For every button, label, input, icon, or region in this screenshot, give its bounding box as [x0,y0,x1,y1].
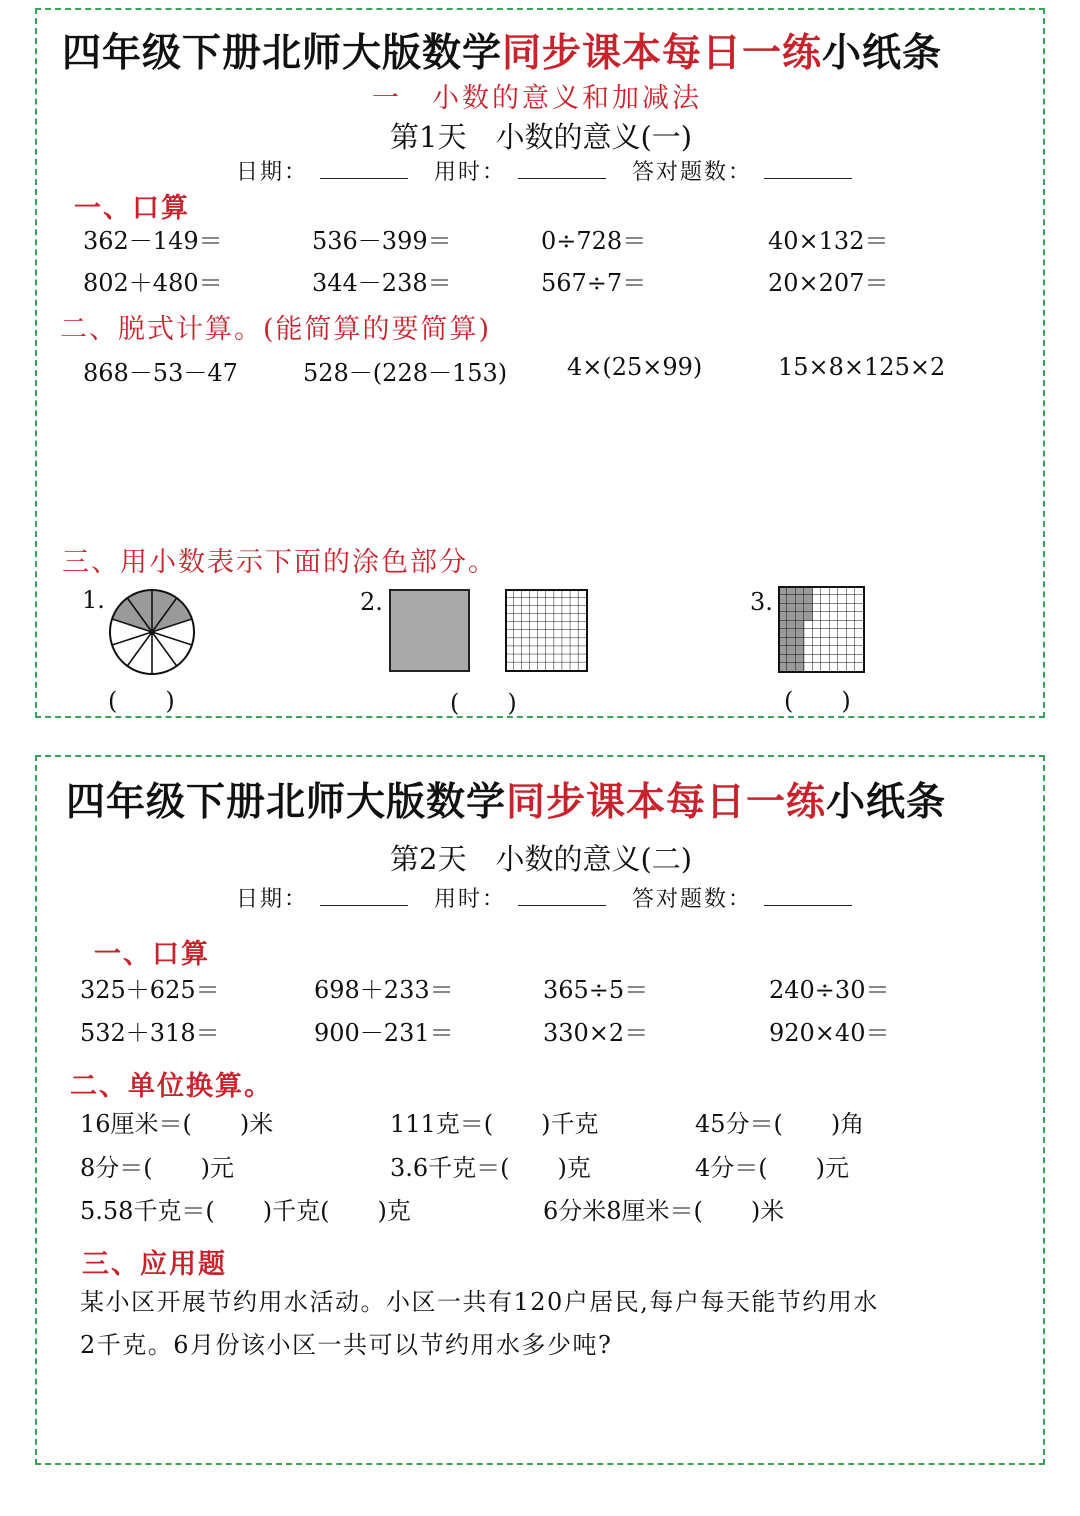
figure-number: 1. [82,586,105,614]
oral-item: 362－149＝ [83,227,223,255]
oral-item: 20×207＝ [768,269,889,297]
problem-text-line: 某小区开展节约用水活动。小区一共有120户居民,每户每天能节约用水 [80,1288,879,1316]
conversion-item: 16厘米＝( )米 [80,1110,274,1138]
date-label: 日期： [236,160,309,185]
oral-item: 40×132＝ [768,227,889,255]
time-blank[interactable] [518,883,606,906]
calc-item: 4×(25×99) [567,353,703,381]
conversion-item: 4分＝( )元 [695,1154,849,1182]
partial-grid [778,586,865,673]
section-conversion: 二、单位换算。 [70,1071,273,1102]
conversion-item: 6分米8厘米＝( )米 [543,1197,785,1225]
answer-paren[interactable]: ( ) [784,687,851,715]
date-blank[interactable] [320,883,408,906]
oral-item: 240÷30＝ [769,976,890,1004]
conversion-item: 45分＝( )角 [695,1110,865,1138]
hundred-grid [505,589,588,672]
circle-figure [108,588,196,676]
title-part: 小纸条 [822,31,943,76]
section-word-problem: 三、应用题 [82,1249,227,1280]
title-part: 小纸条 [826,780,947,825]
oral-item: 330×2＝ [543,1019,649,1047]
section-calc: 二、脱式计算。(能简算的要简算) [60,314,492,345]
meta-row [236,155,878,186]
conversion-item: 8分＝( )元 [80,1154,234,1182]
conversion-item: 5.58千克＝( )千克( )克 [80,1197,411,1225]
unit-heading: 一 小数的意义和加减法 [372,83,702,114]
time-label: 用时： [434,887,507,912]
date-label: 日期： [236,887,309,912]
title-part: 四年级下册北师大版数学 [62,31,503,76]
title-part: 四年级下册北师大版数学 [66,780,507,825]
calc-item: 528－(228－153) [303,359,508,387]
oral-item: 920×40＝ [769,1019,890,1047]
correct-label: 答对题数： [632,887,753,912]
oral-item: 344－238＝ [312,269,452,297]
day-heading: 第2天 小数的意义(二) [390,842,693,876]
sheet2-title [66,771,946,827]
answer-paren[interactable]: ( ) [450,689,517,717]
time-label: 用时： [434,160,507,185]
title-highlight: 同步课本每日一练 [502,31,823,76]
oral-item: 698＋233＝ [314,976,454,1004]
shaded-square [389,589,470,672]
problem-text-line: 2千克。6月份该小区一共可以节约用水多少吨? [80,1331,613,1359]
conversion-item: 3.6千克＝( )克 [390,1154,591,1182]
meta-row [236,882,878,913]
section-shaded: 三、用小数表示下面的涂色部分。 [62,547,497,578]
correct-label: 答对题数： [632,160,753,185]
oral-item: 0÷728＝ [541,227,647,255]
date-blank[interactable] [320,156,408,179]
day-heading: 第1天 小数的意义(一) [390,120,693,154]
calc-item: 15×8×125×2 [778,353,946,381]
correct-blank[interactable] [764,883,852,906]
sheet1-title [62,22,942,78]
title-highlight: 同步课本每日一练 [506,780,827,825]
oral-item: 900－231＝ [314,1019,454,1047]
time-blank[interactable] [518,156,606,179]
conversion-item: 111克＝( )千克 [390,1110,599,1138]
figure-number: 2. [360,588,383,616]
answer-paren[interactable]: ( ) [108,687,175,715]
correct-blank[interactable] [764,156,852,179]
oral-item: 325＋625＝ [80,976,220,1004]
oral-item: 567÷7＝ [541,269,647,297]
figure-number: 3. [750,588,773,616]
section-oral: 一、口算 [74,193,190,224]
calc-item: 868－53－47 [83,359,238,387]
oral-item: 802＋480＝ [83,269,223,297]
oral-item: 532＋318＝ [80,1019,220,1047]
section-oral: 一、口算 [94,939,210,970]
oral-item: 365÷5＝ [543,976,649,1004]
oral-item: 536－399＝ [312,227,452,255]
